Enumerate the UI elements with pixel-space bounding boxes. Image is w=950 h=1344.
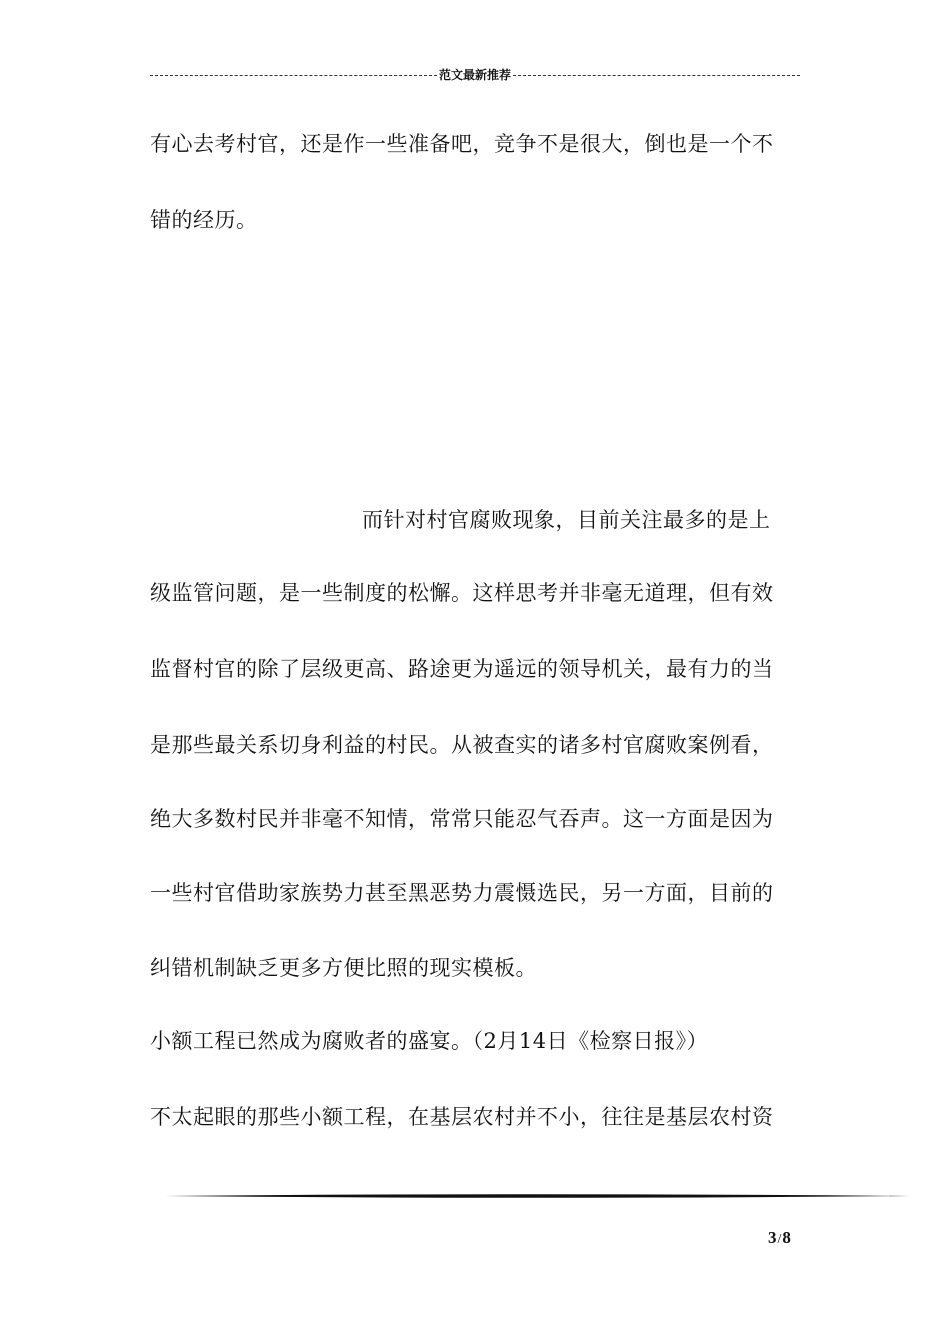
body-line: 不太起眼的那些小额工程，在基层农村并不小，往往是基层农村资 <box>150 1105 774 1129</box>
body-line: 级监管问题，是一些制度的松懈。这样思考并非毫无道理，但有效 <box>150 581 774 605</box>
body-line: 是那些最关系切身利益的村民。从被查实的诸多村官腐败案例看， <box>150 733 774 757</box>
footer-rule <box>165 1193 910 1199</box>
body-line: 小额工程已然成为腐败者的盛宴。（2月14日《检察日报》） <box>150 1029 709 1053</box>
current-page: 3 <box>768 1228 777 1247</box>
header-dash-right <box>513 75 800 76</box>
total-pages: 8 <box>782 1228 791 1247</box>
page-separator: / <box>777 1232 782 1247</box>
page-header <box>150 64 800 84</box>
body-line: 而针对村官腐败现象，目前关注最多的是上 <box>362 508 771 532</box>
body-line: 绝大多数村民并非毫不知情，常常只能忍气吞声。这一方面是因为 <box>150 807 774 831</box>
body-line: 纠错机制缺乏更多方便比照的现实模板。 <box>150 956 537 980</box>
body-line: 有心去考村官，还是作一些准备吧，竞争不是很大，倒也是一个不 <box>150 132 774 156</box>
body-line: 监督村官的除了层级更高、路途更为遥远的领导机关，最有力的当 <box>150 657 774 681</box>
header-dash-left <box>150 75 437 76</box>
body-line: 一些村官借助家族势力甚至黑恶势力震慑选民，另一方面，目前的 <box>150 881 774 905</box>
body-line: 错的经历。 <box>150 208 258 232</box>
header-title: 范文最新推荐 <box>439 67 512 82</box>
page-number <box>768 1228 791 1248</box>
